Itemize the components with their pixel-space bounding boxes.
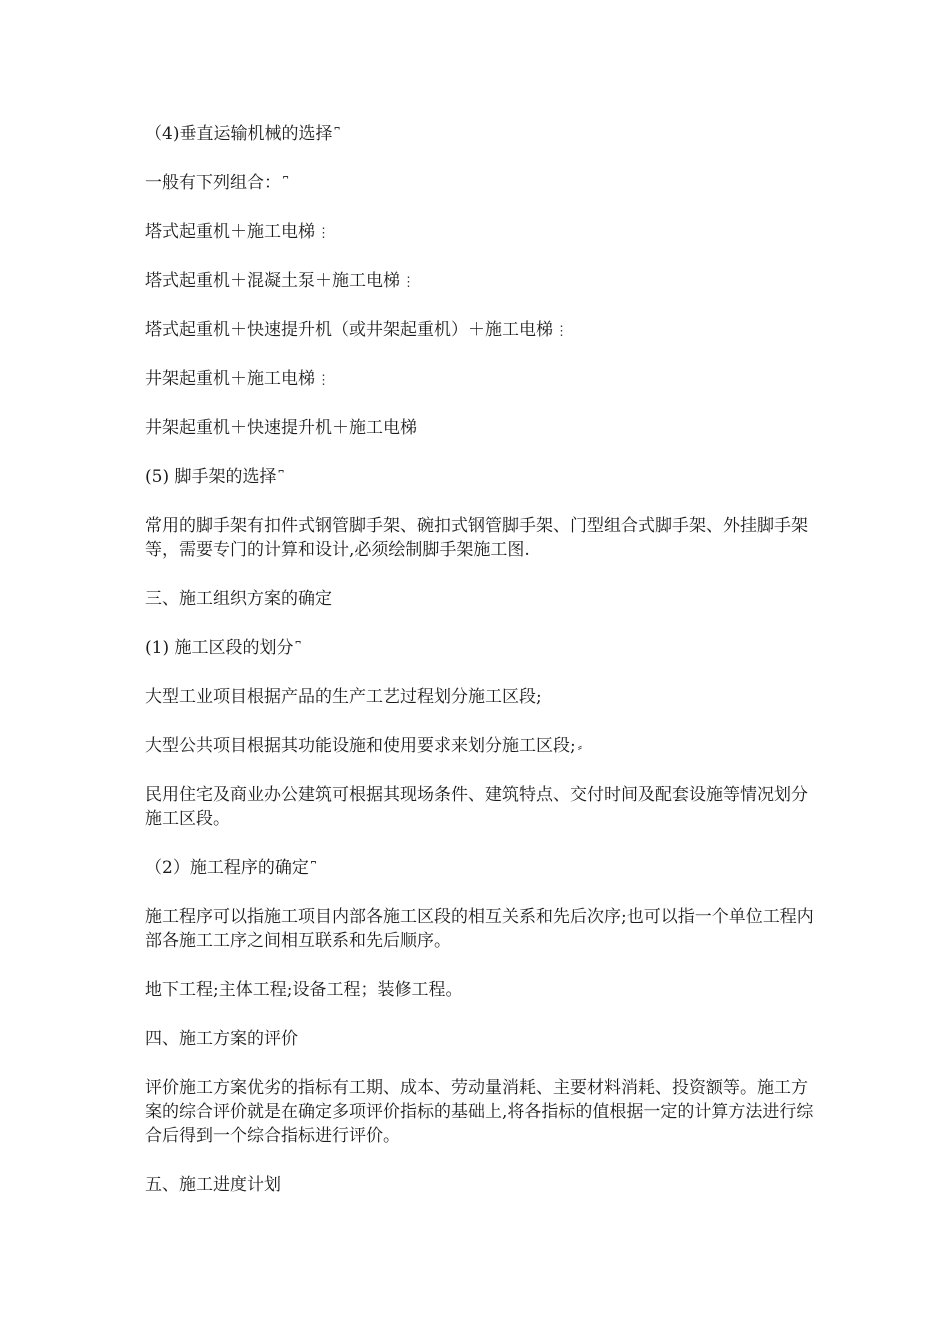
paragraph-scaffold-heading: (5) 脚手架的选择 ⎴ xyxy=(145,467,284,487)
paragraph-mark-icon: ⋮ xyxy=(555,324,568,339)
paragraph-mark-icon: ⎴ xyxy=(278,471,284,486)
paragraph-mark-icon: ⎴ xyxy=(310,862,317,877)
paragraph-mark-icon: ⎴ xyxy=(334,128,340,143)
section-heading-3: 三、施工组织方案的确定 xyxy=(145,589,332,609)
document-page xyxy=(145,122,815,1222)
paragraph-mark-icon: ⸗ xyxy=(577,740,583,755)
paragraph-zoning-residential: 民用住宅及商业办公建筑可根据其现场条件、建筑特点、交付时间及配套设施等情况划分施工区段。 xyxy=(145,785,808,829)
paragraph-mark-icon: ⎴ xyxy=(283,177,289,192)
paragraph-combination-1: 塔式起重机＋施工电梯 ⋮ xyxy=(145,222,330,242)
paragraph-combination-3: 塔式起重机＋快速提升机（或井架起重机）＋施工电梯 ⋮ xyxy=(145,320,568,340)
paragraph-zoning-public: 大型公共项目根据其功能设施和使用要求来划分施工区段; ⸗ xyxy=(145,736,583,756)
paragraph-evaluation-body: 评价施工方案优劣的指标有工期、成本、劳动量消耗、主要材料消耗、投资额等。施工方案的综合评价就是在确定多项评价指标的基础上,将各指标的值根据一定的计算方法进行综合后得到一个综合指标进行评价。 xyxy=(145,1078,814,1146)
paragraph-mark-icon: ⎴ xyxy=(295,642,301,657)
paragraph-zoning-heading: (1) 施工区段的划分 ⎴ xyxy=(145,638,301,658)
section-heading-5: 五、施工进度计划 xyxy=(145,1175,281,1195)
section-heading-4: 四、施工方案的评价 xyxy=(145,1029,298,1049)
paragraph-zoning-industrial: 大型工业项目根据产品的生产工艺过程划分施工区段; xyxy=(145,687,542,707)
paragraph-procedure-list: 地下工程;主体工程;设备工程；装修工程。 xyxy=(145,980,463,1000)
paragraph-mark-icon: ⋮ xyxy=(402,275,415,290)
paragraph-procedure-body: 施工程序可以指施工项目内部各施工区段的相互关系和先后次序;也可以指一个单位工程内部各施工工序之间相互联系和先后顺序。 xyxy=(145,907,814,951)
paragraph-mark-icon: ⋮ xyxy=(317,373,330,388)
paragraph-vertical-transport-heading: （4)垂直运输机械的选择 ⎴ xyxy=(145,124,340,144)
paragraph-combination-4: 井架起重机＋施工电梯 ⋮ xyxy=(145,369,330,389)
paragraph-combination-intro: 一般有下列组合： ⎴ xyxy=(145,173,289,193)
paragraph-scaffold-body: 常用的脚手架有扣件式钢管脚手架、碗扣式钢管脚手架、门型组合式脚手架、外挂脚手架等，需要专门的计算和设计,必须绘制脚手架施工图. xyxy=(145,516,808,560)
paragraph-combination-2: 塔式起重机＋混凝土泵＋施工电梯 ⋮ xyxy=(145,271,415,291)
paragraph-procedure-heading: （2）施工程序的确定 ⎴ xyxy=(145,858,317,878)
paragraph-combination-5: 井架起重机＋快速提升机＋施工电梯 xyxy=(145,418,417,438)
paragraph-mark-icon: ⋮ xyxy=(317,226,330,241)
